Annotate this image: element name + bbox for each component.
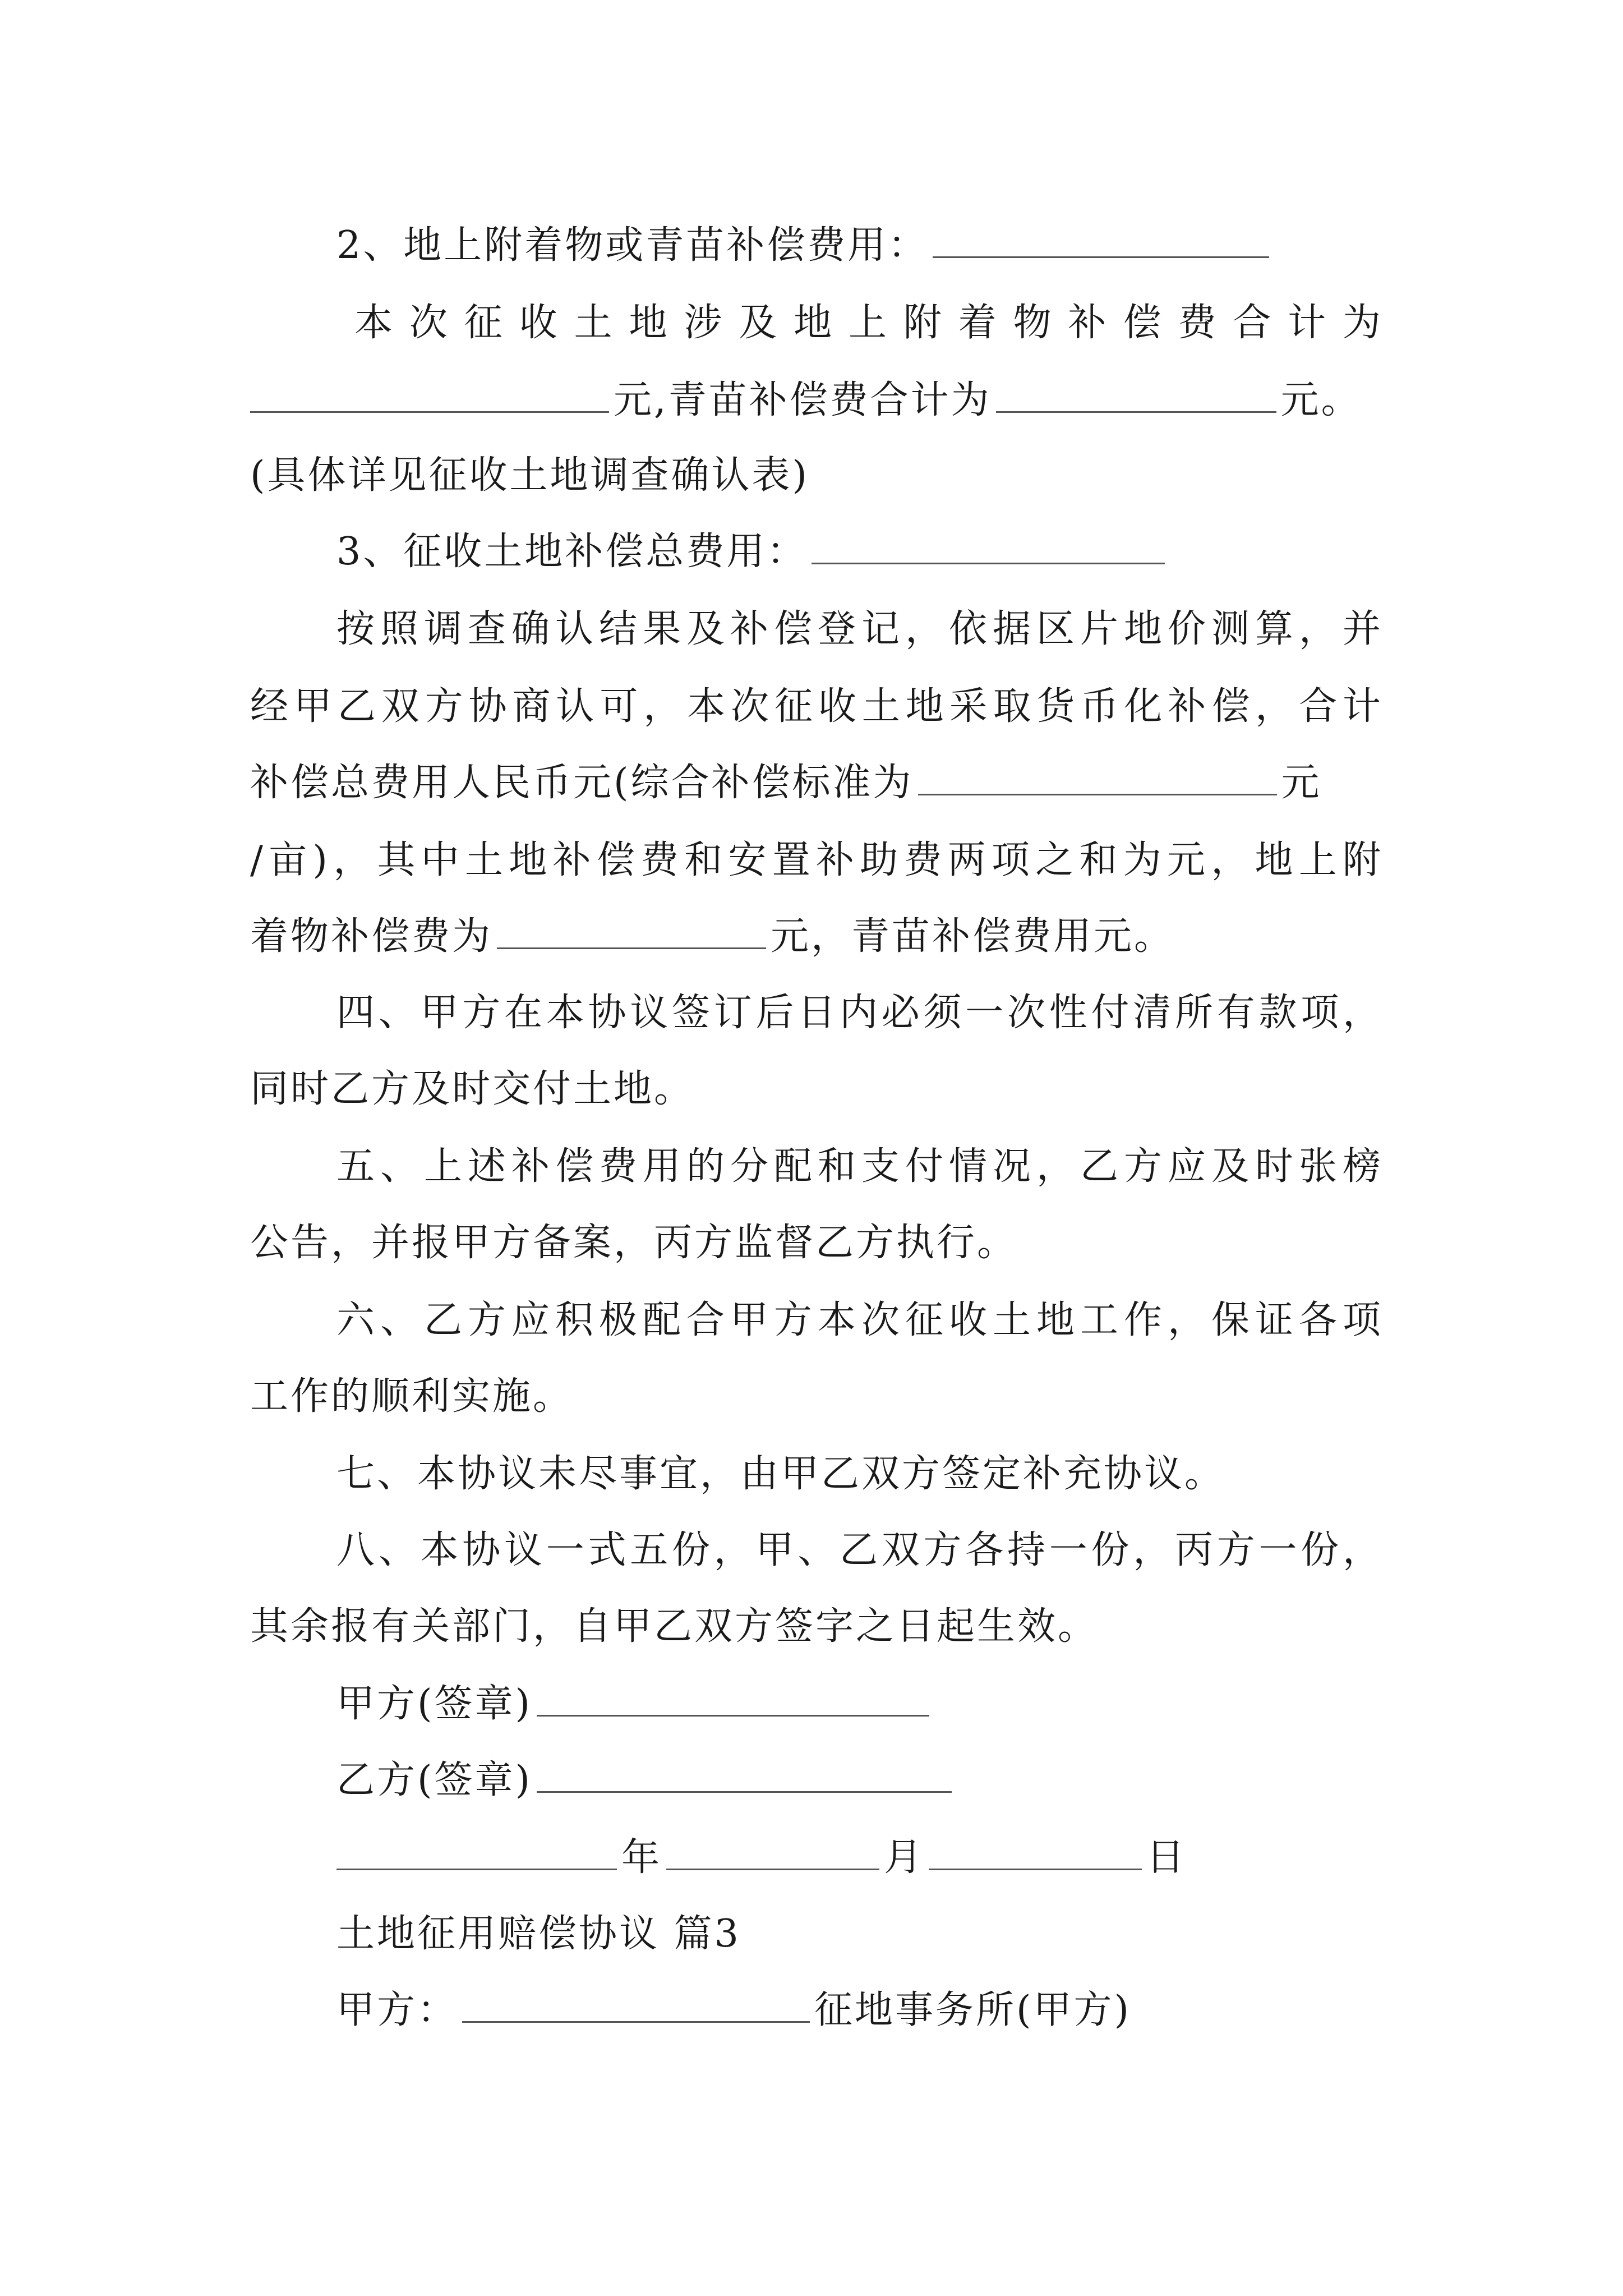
party-b-signature-line xyxy=(336,1747,1383,1814)
next-section-title: 土地征用赔偿协议 篇3 xyxy=(336,1912,741,1956)
clause7-line: 七、本协议未尽事宜，由甲乙双方签定补充协议。 xyxy=(336,1452,1225,1496)
para-total-line5-b: 元，青苗补偿费用元。 xyxy=(771,914,1175,959)
item3-heading-blank[interactable] xyxy=(811,523,1165,564)
para-total-line3 xyxy=(250,749,1383,817)
item2-line2 xyxy=(250,367,1383,434)
party-a-sign-label: 甲方(签章) xyxy=(336,1682,533,1726)
item2-line2-b: 元。 xyxy=(1280,378,1362,422)
date-day: 日 xyxy=(1146,1835,1187,1880)
para-total-line1: 按照调查确认结果及补偿登记，依据区片地价测算，并 xyxy=(336,607,1383,651)
year-blank[interactable] xyxy=(336,1829,617,1870)
item3-heading-line xyxy=(336,518,1383,586)
seedling-compensation-blank[interactable] xyxy=(996,372,1276,413)
party-b-sign-label: 乙方(签章) xyxy=(336,1758,533,1802)
clause5-line1: 五、上述补偿费用的分配和支付情况，乙方应及时张榜 xyxy=(336,1144,1383,1189)
date-year: 年 xyxy=(621,1835,662,1880)
date-line xyxy=(336,1824,1383,1892)
attachment-fee-blank[interactable] xyxy=(497,908,766,949)
clause8-line2: 其余报有关部门，自甲乙双方签字之日起生效。 xyxy=(250,1604,1099,1649)
para-total-line4: /亩)，其中土地补偿费和安置补助费两项之和为元，地上附 xyxy=(250,838,1383,882)
para-total-line5-a: 着物补偿费为 xyxy=(250,914,493,959)
para-total-line3-a: 补偿总费用人民币元(综合补偿标准为 xyxy=(250,761,914,805)
clause4-line2: 同时乙方及时交付土地。 xyxy=(250,1067,695,1111)
item2-line1: 本次征收土地涉及地上附着物补偿费合计为 xyxy=(354,301,1383,345)
party-a-signature-blank[interactable] xyxy=(537,1676,929,1717)
month-blank[interactable] xyxy=(666,1829,879,1870)
day-blank[interactable] xyxy=(929,1829,1142,1870)
next-party-a-label: 甲方： xyxy=(336,1988,458,2032)
date-month: 月 xyxy=(884,1835,925,1880)
standard-rate-blank[interactable] xyxy=(918,754,1277,795)
para-total-line2: 经甲乙双方协商认可，本次征收土地采取货币化补偿，合计 xyxy=(250,684,1383,729)
para-total-line3-b: 元 xyxy=(1281,761,1322,805)
clause6-line1: 六、乙方应积极配合甲方本次征收土地工作，保证各项 xyxy=(336,1298,1383,1342)
item2-heading-blank[interactable] xyxy=(933,217,1269,258)
item2-heading-line xyxy=(336,212,1383,279)
item2-line3: (具体详见征收土地调查确认表) xyxy=(250,453,810,498)
item3-heading: 3、征收土地补偿总费用： xyxy=(336,530,808,574)
clause5-line2: 公告，并报甲方备案，丙方监督乙方执行。 xyxy=(250,1221,1018,1265)
clause6-line2: 工作的顺利实施。 xyxy=(250,1374,574,1419)
attachment-compensation-blank[interactable] xyxy=(250,372,609,413)
party-a-signature-line xyxy=(336,1671,1383,1738)
next-party-a-suffix: 征地事务所(甲方) xyxy=(814,1988,1132,2032)
party-b-signature-blank[interactable] xyxy=(537,1752,952,1793)
next-party-a-blank[interactable] xyxy=(462,1982,810,2023)
para-total-line5 xyxy=(250,903,1383,970)
clause4-line1: 四、甲方在本协议签订后日内必须一次性付清所有款项， xyxy=(336,991,1383,1035)
next-party-a-line xyxy=(336,1977,1383,2044)
item2-line2-a: 元,青苗补偿费合计为 xyxy=(614,378,992,422)
item2-heading: 2、地上附着物或青苗补偿费用： xyxy=(336,223,929,268)
clause8-line1: 八、本协议一式五份，甲、乙双方各持一份，丙方一份， xyxy=(336,1528,1383,1572)
